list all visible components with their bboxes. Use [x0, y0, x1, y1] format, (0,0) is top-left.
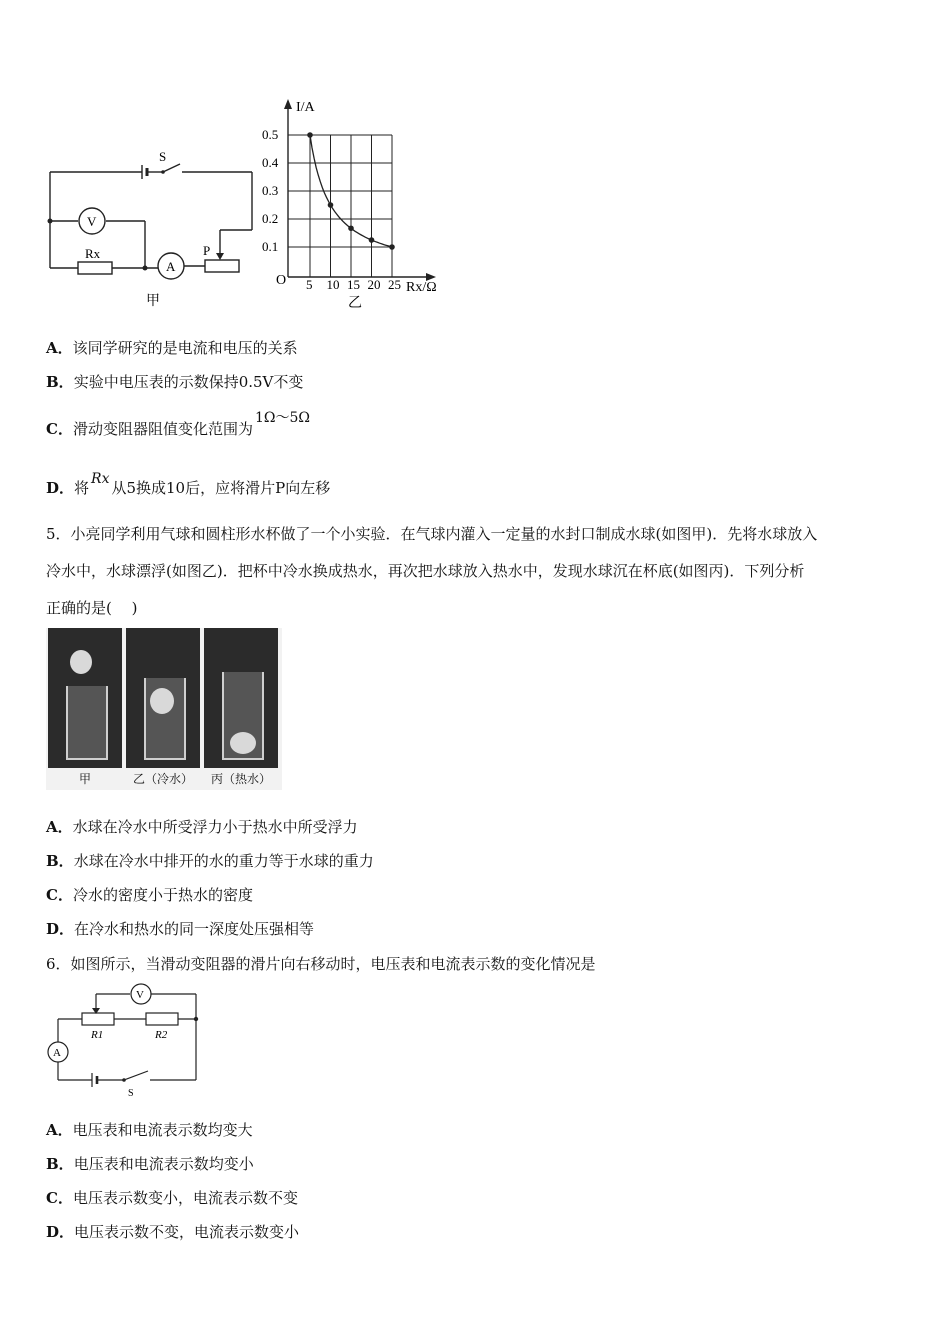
q6-option-a: [46, 1119, 253, 1140]
data-point: [389, 244, 395, 250]
q5-option-a-letter: A．: [46, 818, 73, 836]
q4-voltmeter-label: V: [87, 214, 97, 229]
data-point: [369, 237, 375, 243]
q5-option-c-letter: C．: [46, 886, 73, 904]
x-tick-label: 15: [347, 277, 360, 292]
q4-graph-y-label: I/A: [296, 100, 315, 115]
q5-photo-label-yi: 乙（冷水）: [132, 772, 193, 786]
cup: [144, 678, 186, 760]
y-tick-label: 0.3: [262, 183, 279, 198]
q6-voltmeter-label: V: [136, 989, 144, 1001]
q4-option-d-text-before: 将: [74, 479, 90, 497]
q4-graph-origin: O: [276, 273, 287, 288]
q4-option-c-formula: 1Ω～5Ω: [254, 410, 310, 426]
q4-graph-x-label: Rx/Ω: [406, 280, 437, 295]
q5-photo-label-jia: 甲: [78, 772, 91, 786]
x-tick-label: 10: [326, 277, 340, 292]
water-ball: [230, 732, 256, 754]
q6-circuit-diagram: [44, 982, 214, 1102]
q6-stem: 6．如图所示，当滑动变阻器的滑片向右移动时，电压表和电流表示数的变化情况是: [46, 955, 596, 973]
q5-stem-line-1: 5．小亮同学利用气球和圆柱形水杯做了一个小实验．在气球内灌入一定量的水封口制成水球(如图甲)．先将水球放入: [46, 525, 818, 543]
q5-water-ball-photo: [46, 628, 282, 790]
y-tick-label: 0.1: [262, 239, 279, 254]
q4-option-a-letter: A．: [46, 339, 73, 357]
data-point: [328, 202, 334, 208]
q5-photo-label-bing: 丙（热水）: [210, 772, 271, 786]
q5-option-d-letter: D．: [46, 920, 75, 938]
x-tick-label: 25: [388, 277, 401, 292]
q4-slider-label: P: [203, 243, 211, 258]
q5-option-d: [46, 918, 314, 939]
x-tick-label: 20: [367, 277, 381, 292]
q4-option-a: [46, 337, 298, 358]
q5-option-d-text: 在冷水和热水的同一深度处压强相等: [74, 920, 315, 938]
q5-option-c: [46, 884, 253, 905]
q5-photo-panel-bing: [204, 628, 278, 768]
q6-option-b: [46, 1153, 254, 1174]
q6-option-d: [46, 1221, 299, 1242]
q6-r2-label: R2: [155, 1029, 168, 1041]
q6-option-b-text: 电压表和电流表示数均变小: [73, 1155, 254, 1173]
q4-ammeter-label: A: [166, 259, 176, 274]
q4-option-b: [46, 371, 303, 392]
q6-r1-label: R1: [91, 1029, 104, 1041]
water-ball: [70, 650, 92, 674]
q5-option-a-text: 水球在冷水中所受浮力小于热水中所受浮力: [72, 818, 358, 836]
q6-option-c-letter: C．: [46, 1189, 73, 1207]
water-ball: [150, 688, 174, 714]
q4-resistor-label: Rx: [85, 246, 101, 261]
q5-stem-line-2: 冷水中，水球漂浮(如图乙)．把杯中冷水换成热水，再次把水球放入热水中，发现水球沉在杯底(如图丙)．下列分析: [46, 562, 805, 580]
q5-stem-line-3: 正确的是( ): [46, 599, 138, 617]
q4-option-b-letter: B．: [46, 373, 74, 391]
data-point: [348, 225, 354, 231]
q6-option-c: [46, 1187, 298, 1208]
y-tick-label: 0.2: [262, 211, 279, 226]
q4-graph-grid: [288, 135, 392, 277]
q4-circuit-diagram: [40, 145, 260, 315]
q4-option-d-letter: D．: [46, 479, 75, 497]
q6-option-a-letter: A．: [46, 1121, 73, 1139]
data-point: [307, 132, 313, 138]
q6-option-b-letter: B．: [46, 1155, 74, 1173]
cup: [222, 672, 264, 760]
q4-option-c-letter: C．: [46, 420, 73, 438]
q4-option-b-text: 实验中电压表的示数保持0.5V不变: [73, 373, 304, 391]
q4-option-c-text: 滑动变阻器阻值变化范围为: [72, 420, 253, 438]
q5-photo-panel-yi: [126, 628, 200, 768]
y-tick-label: 0.5: [262, 127, 279, 142]
y-tick-label: 0.4: [262, 155, 279, 170]
q6-ammeter-label: A: [53, 1047, 61, 1059]
q4-circuit-caption: 甲: [146, 294, 160, 309]
cup: [66, 686, 108, 760]
q5-option-b-text: 水球在冷水中排开的水的重力等于水球的重力: [73, 852, 374, 870]
q4-option-c: [46, 410, 310, 439]
q5-option-b-letter: B．: [46, 852, 74, 870]
q4-graph-caption: 乙: [348, 296, 362, 311]
q5-option-c-text: 冷水的密度小于热水的密度: [72, 886, 253, 904]
q4-current-resistance-graph: [258, 95, 463, 315]
q6-option-c-text: 电压表示数变小，电流表示数不变: [72, 1189, 298, 1207]
q4-option-a-text: 该同学研究的是电流和电压的关系: [72, 339, 298, 357]
q5-photo-panel-jia: [48, 628, 122, 768]
q6-option-d-text: 电压表示数不变，电流表示数变小: [74, 1223, 300, 1241]
q5-option-a: [46, 816, 358, 837]
q4-option-d: [46, 471, 331, 498]
x-tick-label: 5: [306, 277, 313, 292]
q6-option-a-text: 电压表和电流表示数均变大: [72, 1121, 253, 1139]
q6-option-d-letter: D．: [46, 1223, 75, 1241]
q4-switch-label: S: [159, 149, 167, 164]
q4-option-d-text-after: 从5换成10后，应将滑片P向左移: [111, 479, 331, 497]
q5-option-b: [46, 850, 374, 871]
q4-option-d-formula: Rx: [91, 471, 110, 487]
q6-switch-label: S: [128, 1088, 134, 1099]
